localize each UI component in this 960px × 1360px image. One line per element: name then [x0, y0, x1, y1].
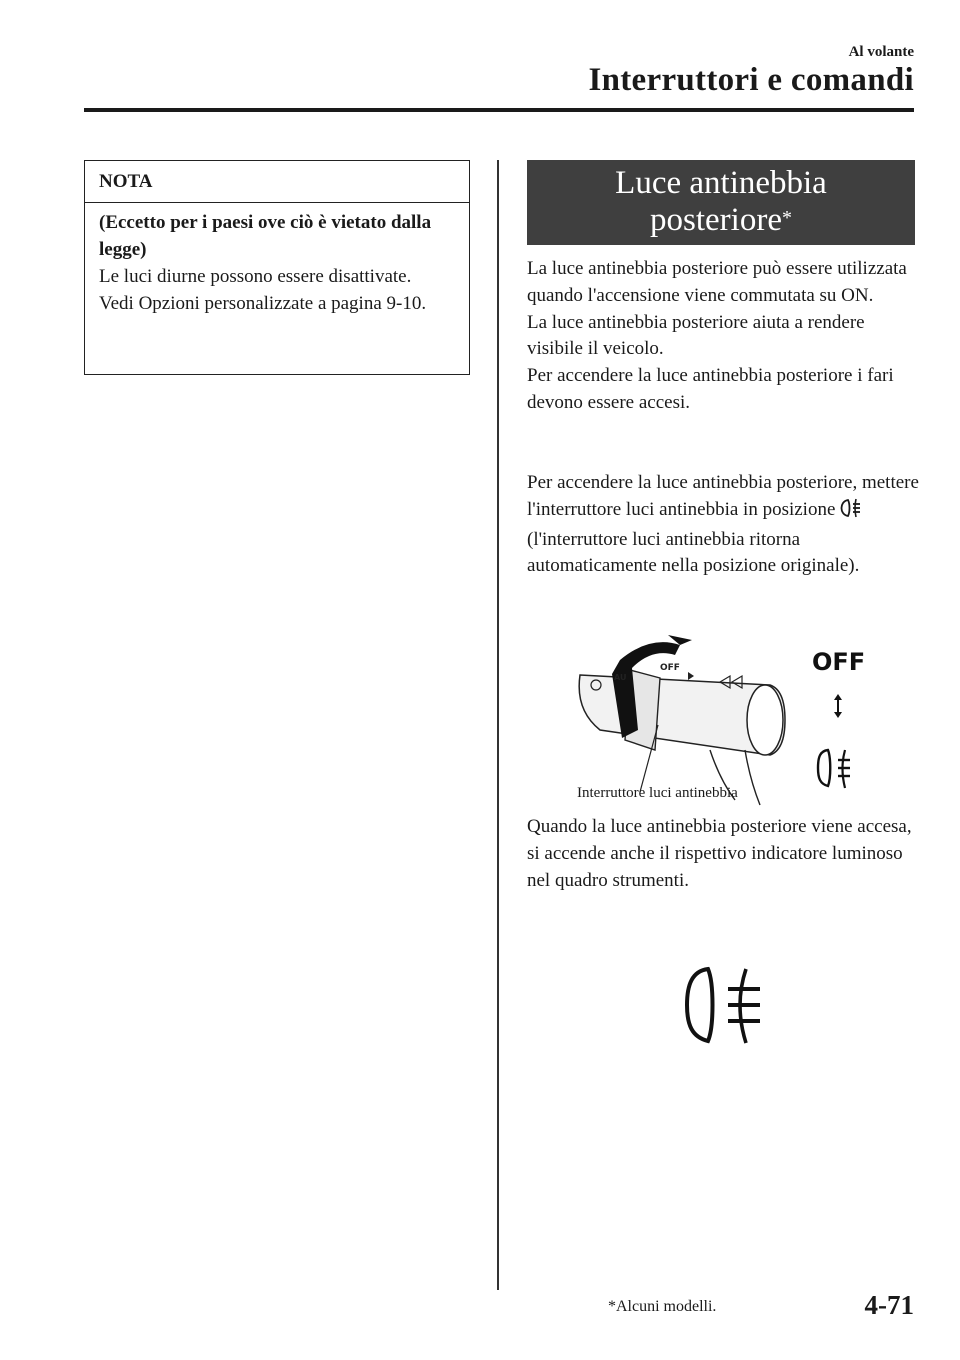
instruction-text-start: Per accendere la luce antinebbia posteriore, mettere l'interruttore luci antinebbia in posizione	[527, 472, 919, 520]
note-condition: (Eccetto per i paesi ove ciò è vietato dalla legge)	[99, 212, 432, 260]
switch-fog-position-icon	[818, 750, 850, 788]
section-heading-line1: Luce antinebbia	[615, 165, 827, 201]
section-heading-line2	[527, 202, 915, 239]
instruction-text-end: (l'interruttore luci antinebbia ritorna automaticamente nella posizione originale).	[527, 528, 860, 577]
indicator-paragraph: Quando la luce antinebbia posteriore viene accesa, si accende anche il rispettivo indicatore luminoso nel quadro strumenti.	[527, 816, 912, 891]
page-number: 4-71	[864, 1290, 914, 1320]
note-text: Le luci diurne possono essere disattivate.	[99, 266, 412, 287]
instruction-paragraph	[527, 470, 919, 580]
stalk-off-label: OFF	[660, 663, 680, 673]
column-divider	[497, 160, 499, 1290]
note-box	[84, 160, 470, 375]
note-heading: NOTA	[85, 161, 469, 203]
fog-switch-figure	[560, 630, 880, 810]
intro-paragraph	[527, 256, 919, 417]
rear-fog-light-icon	[840, 498, 862, 527]
intro-sentence-3: Per accendere la luce antinebbia posteriore i fari devono essere accesi.	[527, 365, 894, 413]
rear-fog-indicator-icon	[682, 965, 768, 1050]
footnote: *Alcuni modelli.	[608, 1298, 717, 1315]
running-header-title: Interruttori e comandi	[588, 62, 914, 98]
section-heading	[527, 160, 915, 245]
running-header-section: Al volante	[848, 44, 914, 60]
figure-caption: Interruttore luci antinebbia	[577, 785, 738, 801]
stalk-illustration	[560, 630, 880, 810]
header-rule	[84, 108, 914, 112]
stalk-auto-label: AU	[614, 673, 627, 682]
section-heading-text: posteriore	[650, 202, 782, 238]
intro-sentence-2: La luce antinebbia posteriore aiuta a rendere visibile il veicolo.	[527, 311, 865, 360]
note-body	[85, 203, 469, 317]
note-page-reference: Vedi Opzioni personalizzate a pagina 9-10.	[99, 293, 427, 314]
off-position-label: OFF	[812, 648, 866, 676]
footnote-mark: *	[781, 207, 792, 229]
intro-sentence-1: La luce antinebbia posteriore può essere utilizzata quando l'accensione viene commutata su ON.	[527, 258, 907, 306]
